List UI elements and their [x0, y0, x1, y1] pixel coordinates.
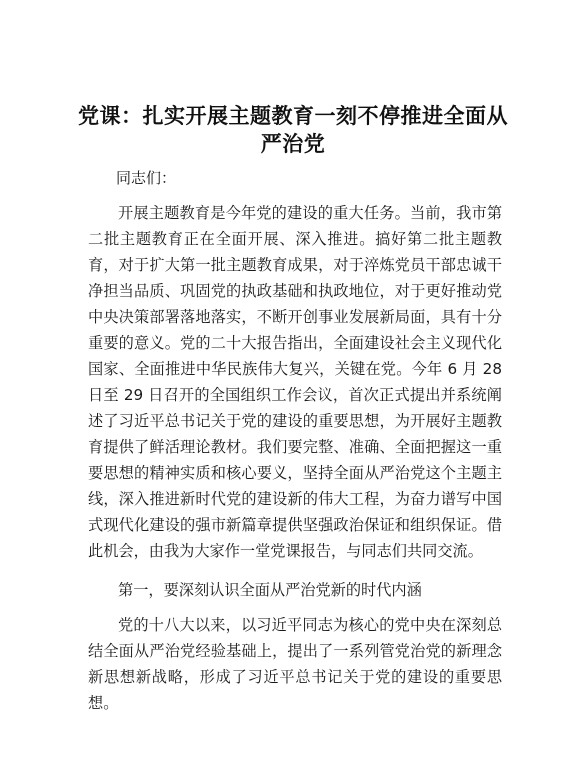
document-title — [60, 102, 526, 158]
body-paragraph-1: 开展主题教育是今年党的建设的重大任务。当前，我市第二批主题教育正在全面开展、深入推进。搞好第二批主题教育，对于扩大第一批主题教育成果，对于淬炼党员干部忠诚干净担当品质、巩固党的执政基础和执政地位，对于更好推动党中央决策部署落地落实，不断开创事业发展新局面，具有十分重要的意义。党的二十大报告指出，全面建设社会主义现代化国家、全面推进中华民族伟大复兴，关键在党。今年 6 月 28 日至 29 日召开的全国组织工作会议，首次正式提出并系统阐述了习近平总书记关于党的建设的重要思想，为开展好主题教育提供了鲜活理论教材。我们要完整、准确、全面把握这一重要思想的精神实质和核心要义，坚持全面从严治党这个主题主线，深入推进新时代党的建设新的伟大工程，为奋力谱写中国式现代化建设的强市新篇章提供坚强政治保证和组织保证。借此机会，由我为大家作一堂党课报告，与同志们共同交流。 — [88, 204, 502, 560]
salutation: 同志们： — [116, 169, 177, 187]
body-paragraph-2: 党的十八大以来，以习近平同志为核心的党中央在深刻总结全面从严治党经验基础上，提出了一系列管党治党的新理念新思想新战略，形成了习近平总书记关于党的建设的重要思想。 — [88, 616, 502, 712]
section-heading-1: 第一，要深刻认识全面从严治党新的时代内涵 — [118, 581, 422, 599]
document-title-line-1: 党课：扎实开展主题教育一刻不停推进全面从 — [78, 104, 508, 128]
document-title-line-2: 严治党 — [260, 132, 326, 156]
